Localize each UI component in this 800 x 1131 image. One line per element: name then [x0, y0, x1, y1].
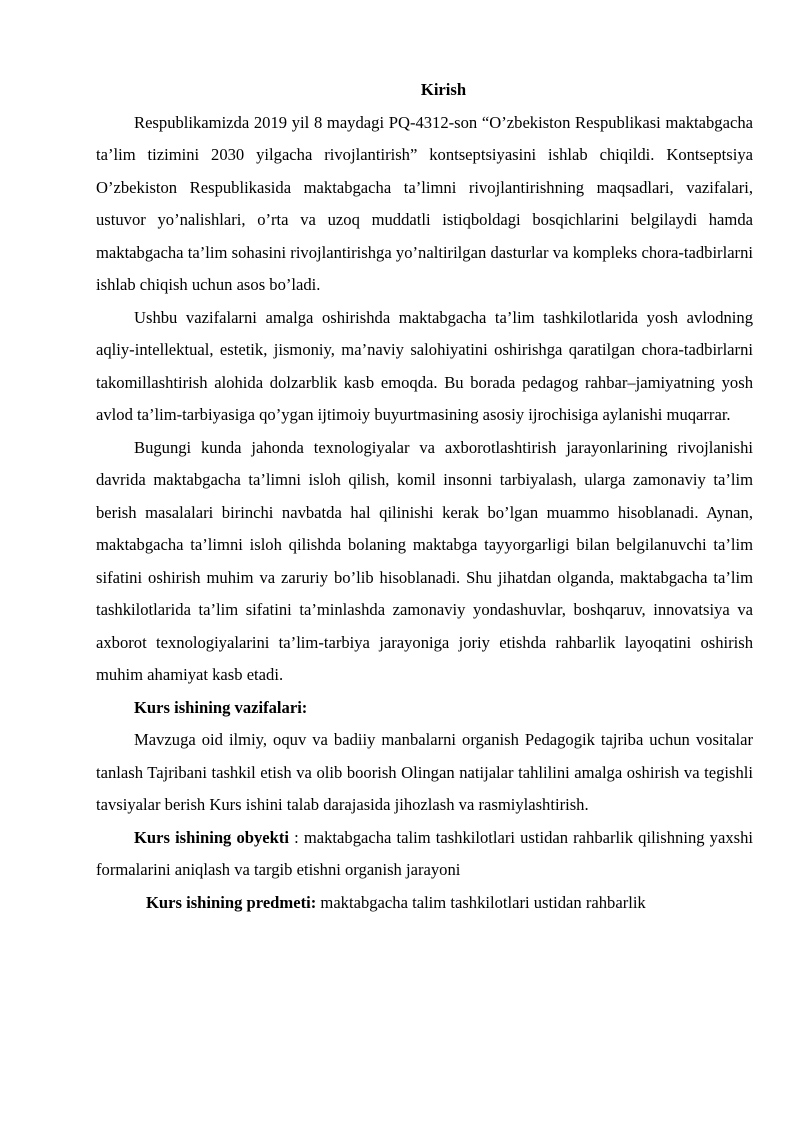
document-page [96, 74, 753, 919]
paragraph-tasks-list: Mavzuga oid ilmiy, oquv va badiiy manbalarni organish Pedagogik tajriba uchun vositalar tanlash Tajribani tashkil etish va olib boorish Olingan natijalar tahlilini amalga oshirish va tegishli tavsiyalar berish Kurs ishini talab darajasida jihozlash va rasmiylashtirish. [96, 730, 753, 814]
paragraph-intro: Respublikamizda 2019 yil 8 maydagi PQ-4312-son “O’zbekiston Respublikasi maktabgacha ta’lim tizimini 2030 yilgacha rivojlantirish” kontseptsiyasini ishlab chiqildi. Kontseptsiya O’zbekiston Respublikasida maktabgacha ta’limni rivojlantirishning maqsadlari, vazifalari, ustuvor yo’nalishlari, o’rta va uzoq muddatli istiqboldagi bosqichlarini belgilaydi hamda maktabgacha ta’lim sohasini rivojlantirishga yo’naltirilgan dasturlar va kompleks chora-tadbirlarni ishlab chiqish uchun asos bo’ladi. [96, 112, 753, 294]
research-subject-text: maktabgacha talim tashkilotlari ustidan rahbarlik [316, 892, 646, 912]
research-object-text: : maktabgacha talim tashkilotlari ustidan rahbarlik qilishning yaxshi formalarini aniqlash va targib etishni organish jarayoni [96, 827, 753, 879]
tasks-heading: Kurs ishining vazifalari: [134, 697, 308, 717]
paragraph-tasks-context: Ushbu vazifalarni amalga oshirishda maktabgacha ta’lim tashkilotlarida yosh avlodning aqliy-intellektual, estetik, jismoniy, ma’naviy salohiyatini oshirishga qaratilgan chora-tadbirlarni takomillashtirish alohida dolzarblik kasb emoqda. Bu borada pedagog rahbar–jamiyatning yosh avlod ta’lim-tarbiyasiga qo’ygan ijtimoiy buyurtmasining asosiy ijrochisiga aylanishi muqarrar. [96, 307, 753, 424]
research-subject-label: Kurs ishining predmeti: [146, 892, 317, 912]
paragraph-research-object [96, 822, 753, 887]
document-title: Kirish [420, 80, 467, 99]
paragraph-research-subject [96, 887, 753, 920]
research-object-label: Kurs ishining obyekti [134, 827, 290, 847]
paragraph-modern-education: Bugungi kunda jahonda texnologiyalar va axborotlashtirish jarayonlarining rivojlanishi davrida maktabgacha ta’limni isloh qilish, komil insonni tarbiyalash, ularga zamonaviy ta’lim berish masalalari birinchi navbatda hal qilinishi kerak bo’lgan muammo hisoblanadi. Aynan, maktabgacha ta’limni isloh qilishda bolaning maktabga tayyorgarligi bilan belgilanuvchi ta’lim sifatini oshirish muhim va zaruriy bo’lib hisoblanadi. Shu jihatdan olganda, maktabgacha ta’lim tashkilotlarida ta’lim sifatini ta’minlashda zamonaviy yondashuvlar, boshqaruv, innovatsiya va axborot texnologiyalarini ta’lim-tarbiya jarayoniga joriy etishda rahbarlik layoqatini oshirish muhim ahamiyat kasb etadi. [96, 437, 753, 684]
